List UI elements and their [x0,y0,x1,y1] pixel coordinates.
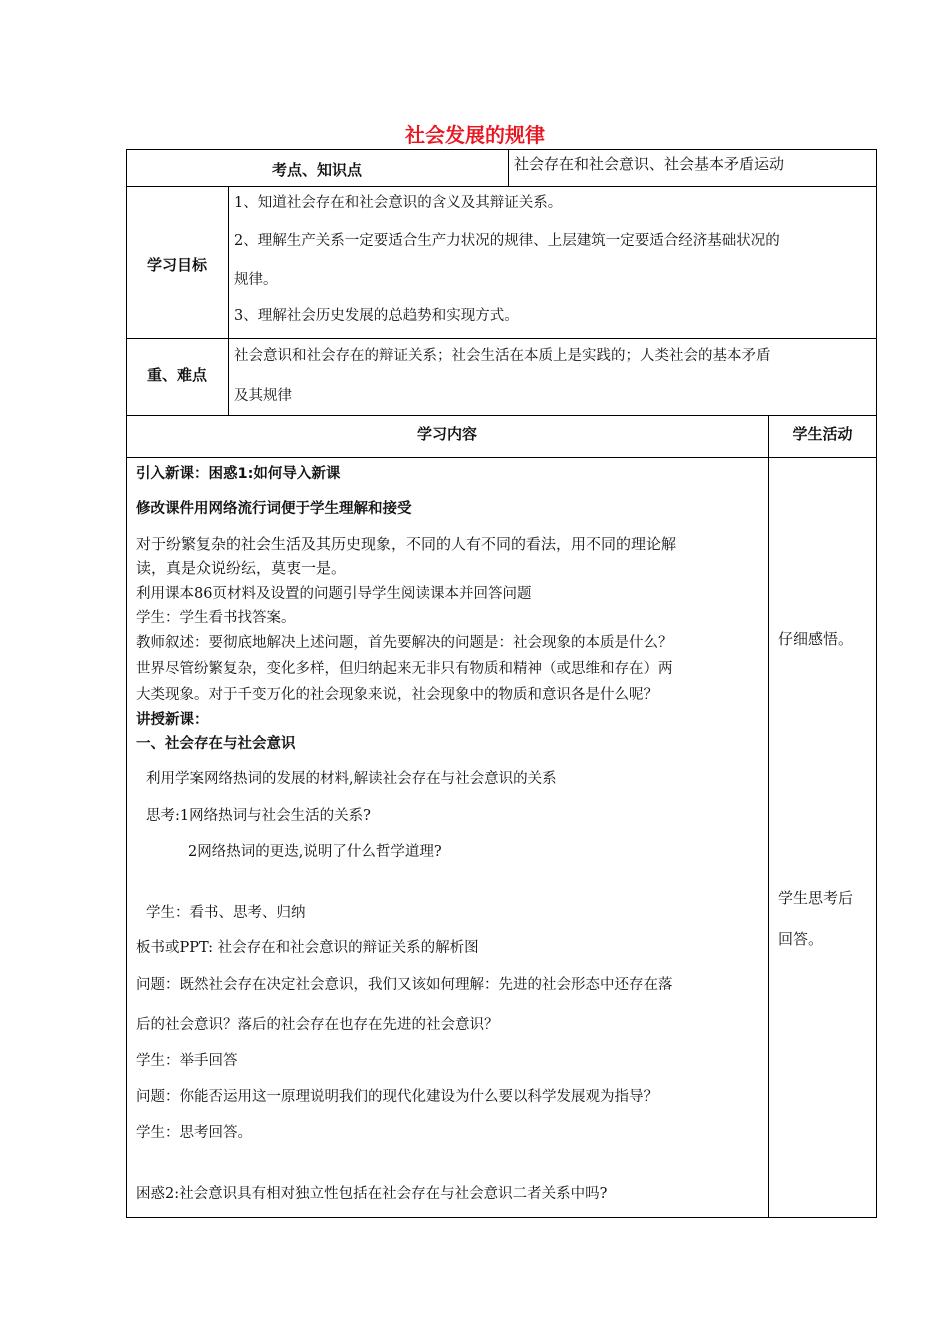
activity-line: 仔细感悟。 [778,630,854,648]
activity-line: 学生思考后 [778,889,854,907]
content-line: 利用学案网络热词的发展的材料,解读社会存在与社会意识的关系 [146,771,557,787]
kaodian-content: 社会存在和社会意识、社会基本矛盾运动 [514,155,785,173]
content-line: 学生：举手回答 [136,1053,238,1069]
content-line: 2网络热词的更迭,说明了什么哲学道理? [188,844,442,860]
mubiao-line: 2、理解生产关系一定要适合生产力状况的规律、上层建筑一定要适合经济基础状况的 [234,233,780,249]
activity-header: 学生活动 [792,425,853,443]
row-divider [126,457,877,458]
row-divider [126,338,877,339]
activity-line: 回答。 [778,930,824,948]
content-line: 一、社会存在与社会意识 [136,736,296,752]
content-line: 利用课本86页材料及设置的问题引导学生阅读课本并回答问题 [136,586,532,602]
content-line: 问题：你能否运用这一原理说明我们的现代化建设为什么要以科学发展观为指导？ [136,1089,658,1105]
content-line: 板书或PPT: 社会存在和社会意识的辩证关系的解析图 [136,940,479,956]
page-title: 社会发展的规律 [405,123,545,147]
col-divider [768,415,769,1218]
zhongdian-label: 重、难点 [146,366,207,384]
kaodian-label: 考点、知识点 [271,161,362,179]
content-line: 困惑2:社会意识具有相对独立性包括在社会存在与社会意识二者关系中吗? [136,1186,608,1202]
content-line: 讲授新课： [136,712,209,728]
mubiao-label: 学习目标 [146,256,207,274]
content-line: 问题：既然社会存在决定社会意识，我们又该如何理解：先进的社会形态中还存在落 [136,977,673,993]
mubiao-line: 3、理解社会历史发展的总趋势和实现方式。 [234,308,519,324]
row-divider [126,186,877,187]
content-line: 思考:1网络热词与社会生活的关系? [146,808,371,824]
content-line: 学生：学生看书找答案。 [136,610,296,626]
content-line: 读，真是众说纷纭，莫衷一是。 [136,559,347,577]
col-divider [508,149,509,186]
zhongdian-line: 社会意识和社会存在的辩证关系；社会生活在本质上是实践的；人类社会的基本矛盾 [234,348,771,364]
content-line: 大类现象。对于千变万化的社会现象来说，社会现象中的物质和意识各是什么呢？ [136,687,658,703]
content-line: 学生：看书、思考、归纳 [146,905,306,921]
content-header: 学习内容 [416,425,477,443]
row-divider [126,415,877,416]
content-line: 修改课件用网络流行词便于学生理解和接受 [136,501,412,517]
content-line: 教师叙述：要彻底地解决上述问题，首先要解决的问题是：社会现象的本质是什么？ [136,635,673,651]
mubiao-line: 1、知道社会存在和社会意识的含义及其辩证关系。 [234,195,563,211]
zhongdian-line: 及其规律 [234,388,292,404]
content-line: 对于纷繁复杂的社会生活及其历史现象，不同的人有不同的看法，用不同的理论解 [136,535,677,553]
content-line: 学生：思考回答。 [136,1125,252,1141]
col-divider [228,186,229,415]
content-line: 引入新课：困惑1:如何导入新课 [136,466,341,482]
mubiao-line: 规律。 [234,272,278,288]
content-line: 后的社会意识？落后的社会存在也存在先进的社会意识？ [136,1017,499,1033]
content-line: 世界尽管纷繁复杂，变化多样，但归纳起来无非只有物质和精神（或思维和存在）两 [136,661,673,677]
